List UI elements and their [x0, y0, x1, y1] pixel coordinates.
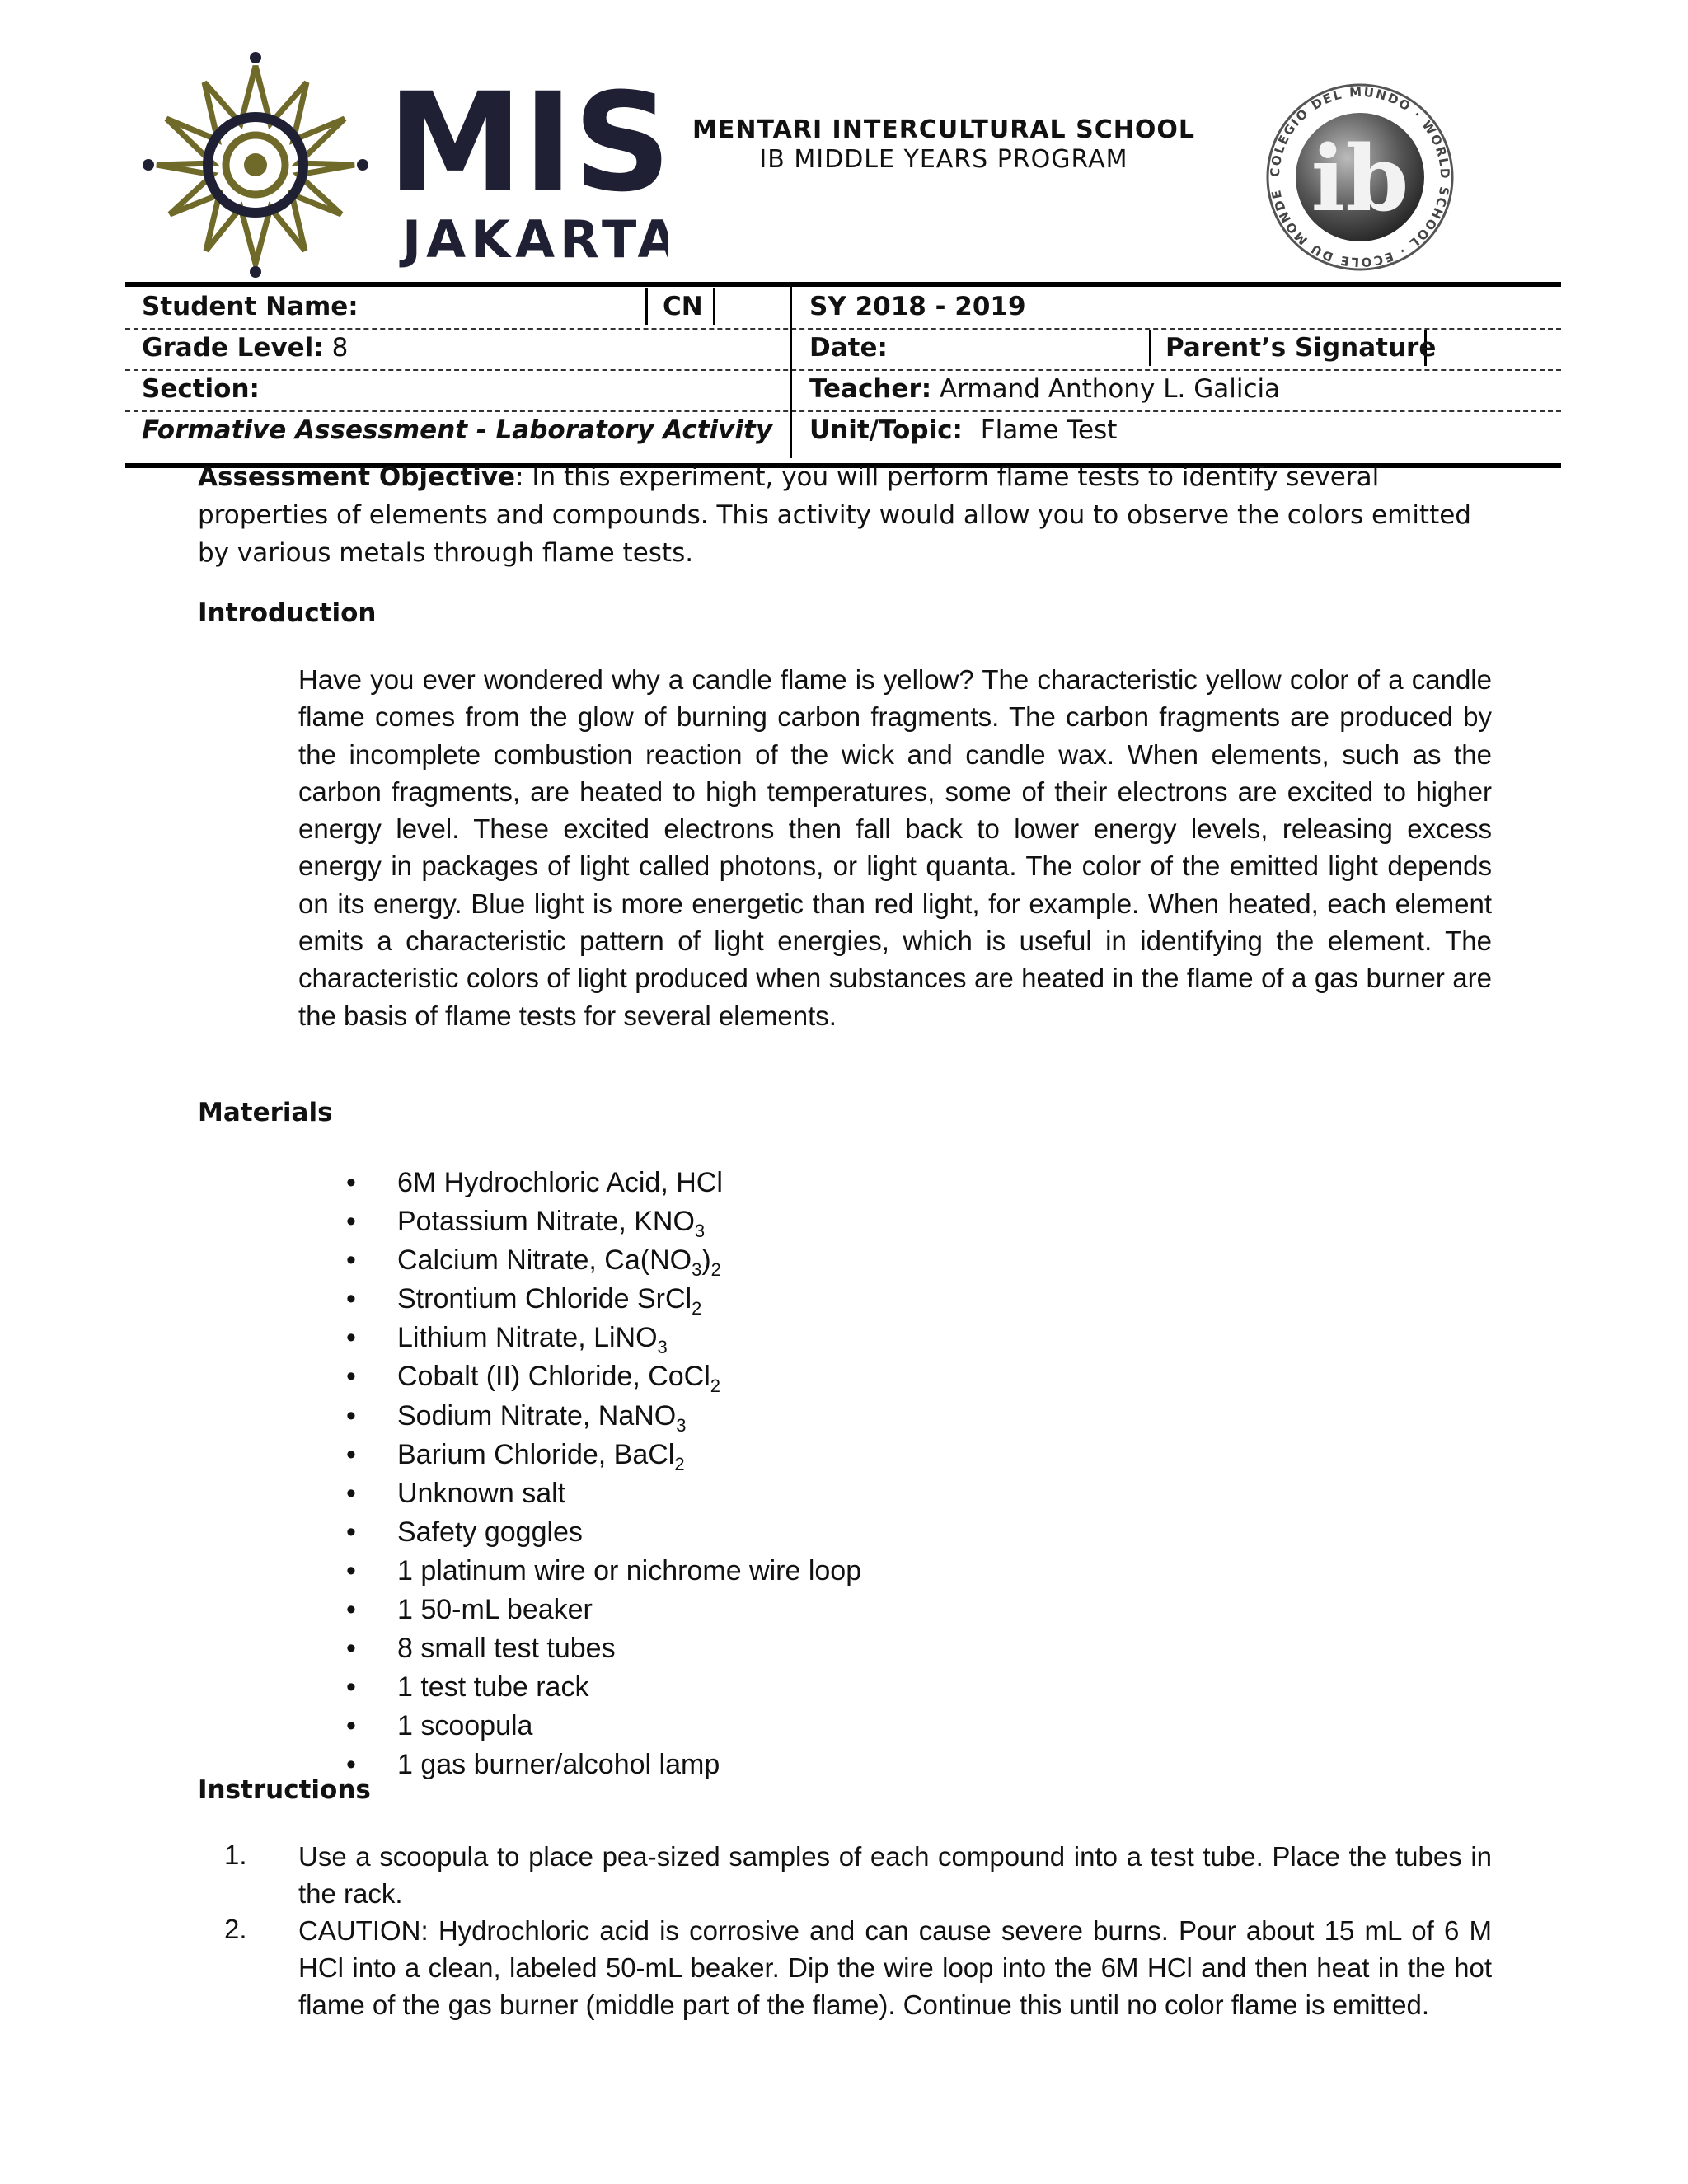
- school-name: MENTARI INTERCULTURAL SCHOOL: [692, 115, 1195, 144]
- materials-heading: Materials: [198, 1098, 333, 1127]
- material-item: • 1 test tube rack: [346, 1668, 861, 1707]
- material-item: • 1 platinum wire or nichrome wire loop: [346, 1552, 861, 1591]
- assessment-type: Formative Assessment - Laboratory Activity: [142, 415, 773, 445]
- instruction-step-1: Use a scoopula to place pea-sized samples of each compound into a test tube. Place the tubes in the rack.: [298, 1841, 1492, 1909]
- grade-level-label: Grade Level:: [142, 333, 324, 363]
- grade-level-value: 8: [331, 333, 349, 363]
- instruction-number: 2.: [224, 1914, 247, 1944]
- material-item: • 6M Hydrochloric Acid, HCl: [346, 1164, 861, 1202]
- teacher-label: Teacher:: [809, 374, 932, 404]
- ib-ring-text: COLEGIO DEL MUNDO · WORLD SCHOOL · ÉCOLE DU MONDE: [1267, 84, 1453, 270]
- materials-list: [346, 1164, 861, 1785]
- material-item: • Lithium Nitrate, LiNO$_3$: [346, 1319, 861, 1357]
- material-item: • Cobalt (II) Chloride, CoCl$_2$: [346, 1357, 861, 1396]
- material-item: • Sodium Nitrate, NaNO$_3$: [346, 1397, 861, 1436]
- material-item: • Barium Chloride, BaCl$_2$: [346, 1436, 861, 1474]
- section-label: Section:: [142, 374, 260, 404]
- introduction-paragraph: Have you ever wondered why a candle flame is yellow? The characteristic yellow color of a candle flame comes from the glow of burning carbon fragments. The carbon fragments are produced by the incomplete combustion reaction of the wick and candle wax. When elements, such as the carbon fragments, are heated to high temperatures, some of their electrons are excited to higher energy level. These excited electrons then fall back to lower energy levels, releasing excess energy in packages of light called photons, or light quanta. The color of the emitted light depends on its energy. Blue light is more energetic than red light, for example. When heated, each element emits a characteristic pattern of light energies, which is useful in identifying the element. The characteristic colors of light produced when substances are heated in the flame of a gas burner are the basis of flame tests for several elements.: [298, 664, 1492, 1031]
- ib-seal-icon: [1257, 78, 1463, 276]
- teacher: [809, 373, 1280, 405]
- introduction-heading: Introduction: [198, 598, 377, 628]
- sun-emblem-icon: [140, 49, 668, 280]
- assessment-objective: [198, 458, 1471, 572]
- date-label: Date:: [809, 333, 888, 363]
- material-item: • 1 50-mL beaker: [346, 1591, 861, 1629]
- instruction-step-2: CAUTION: Hydrochloric acid is corrosive and can cause severe burns. Pour about 15 mL of 6 M HCl into a clean, labeled 50-mL beaker. Dip the wire loop into the 6M HCl and then heat in the hot flame of the gas burner (middle part of the flame). Continue this until no color flame is emitted.: [298, 1915, 1492, 2020]
- mis-jakarta-logo: [140, 49, 668, 280]
- program-name: IB MIDDLE YEARS PROGRAM: [759, 145, 1128, 174]
- ib-world-school-logo: [1257, 78, 1463, 276]
- instruction-number: 1.: [224, 1840, 247, 1870]
- material-item: • Potassium Nitrate, $KNO_3$: [346, 1202, 861, 1241]
- school-year: SY 2018 - 2019: [809, 292, 1026, 321]
- ib-letters: ib: [1311, 125, 1409, 232]
- material-item: • Safety goggles: [346, 1513, 861, 1552]
- cn-label: CN: [663, 292, 703, 321]
- objective-text: : In this experiment, you will perform flame tests to identify several properties of elements and compounds. This activity would allow you to observe the colors emitted by various metals through flame tests.: [198, 462, 1471, 568]
- objective-label: Assessment Objective: [198, 462, 516, 492]
- logo-sub-text: JAKARTA: [402, 209, 668, 269]
- unit-topic-label: Unit/Topic:: [809, 415, 963, 445]
- grade-level: [142, 331, 348, 364]
- unit-topic-value: Flame Test: [980, 415, 1118, 445]
- teacher-value: Armand Anthony L. Galicia: [940, 374, 1281, 404]
- parent-signature-label: Parent’s Signature: [1165, 333, 1437, 363]
- unit-topic: [809, 414, 1117, 447]
- logo-main-text: MIS: [387, 63, 668, 222]
- material-item: • Calcium Nitrate, $Ca(NO_3)_2$: [346, 1241, 861, 1280]
- material-item: • 8 small test tubes: [346, 1629, 861, 1668]
- material-item: • 1 scoopula: [346, 1707, 861, 1746]
- material-item: • Unknown salt: [346, 1474, 861, 1513]
- material-item: • 1 gas burner/alcohol lamp: [346, 1746, 861, 1784]
- student-name-label: Student Name:: [142, 292, 359, 321]
- instructions-heading: Instructions: [198, 1775, 371, 1805]
- material-item: • Strontium Chloride SrCl$_2$: [346, 1280, 861, 1319]
- student-info-table: [125, 282, 1561, 468]
